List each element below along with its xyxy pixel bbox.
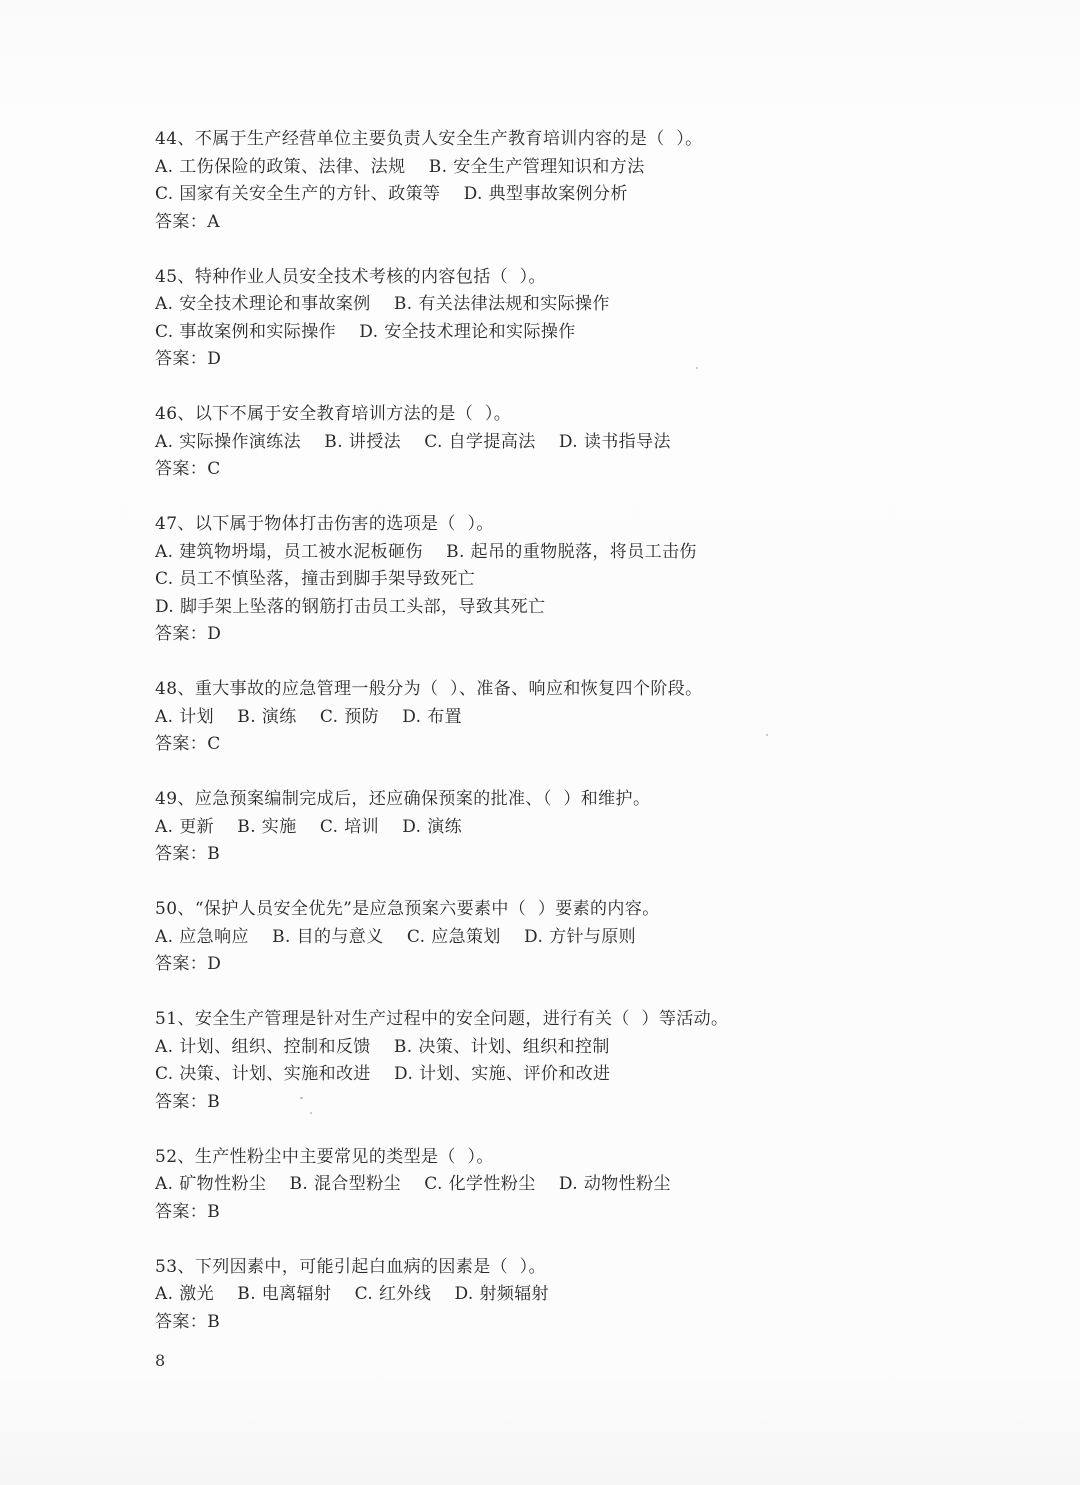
question-block [155, 401, 855, 511]
question-options: C. 国家有关安全生产的方针、政策等 D. 典型事故案例分析 [155, 184, 628, 204]
scan-speck [696, 367, 698, 369]
question-options: C. 决策、计划、实施和改进 D. 计划、实施、评价和改进 [155, 1064, 611, 1084]
question-stem: 52、生产性粉尘中主要常见的类型是（ ）。 [155, 1146, 494, 1167]
question-options: A. 实际操作演练法 B. 讲授法 C. 自学提高法 D. 读书指导法 [155, 431, 671, 452]
question-gap [155, 1226, 855, 1254]
question-answer: 答案：B [155, 1091, 221, 1112]
question-gap [155, 484, 855, 512]
question-answer: 答案：D [155, 624, 222, 644]
scan-speck [310, 1112, 312, 1114]
question-gap [155, 374, 855, 402]
question-options: D. 脚手架上坠落的钢筋打击员工头部，导致其死亡 [155, 596, 546, 617]
question-options: A. 矿物性粉尘 B. 混合型粉尘 C. 化学性粉尘 D. 动物性粉尘 [155, 1174, 671, 1194]
question-stem: 45、特种作业人员安全技术考核的内容包括（ ）。 [155, 266, 546, 287]
question-block [155, 896, 855, 1006]
question-answer: 答案：C [155, 459, 221, 479]
question-answer: 答案：B [155, 1311, 221, 1332]
question-stem: 46、以下不属于安全教育培训方法的是（ ）。 [155, 404, 512, 424]
question-answer: 答案：B [155, 1201, 221, 1222]
question-stem: 51、安全生产管理是针对生产过程中的安全问题，进行有关（ ）等活动。 [155, 1009, 729, 1029]
question-answer: 答案：B [155, 844, 221, 864]
question-stem: 49、应急预案编制完成后，还应确保预案的批准、（ ）和维护。 [155, 789, 651, 809]
question-gap [155, 979, 855, 1007]
question-options: A. 安全技术理论和事故案例 B. 有关法律法规和实际操作 [155, 294, 610, 314]
question-gap [155, 1116, 855, 1144]
question-options: C. 事故案例和实际操作 D. 安全技术理论和实际操作 [155, 321, 576, 342]
question-answer: 答案：C [155, 734, 221, 754]
question-options: A. 计划 B. 演练 C. 预防 D. 布置 [155, 706, 463, 727]
question-options: A. 应急响应 B. 目的与意义 C. 应急策划 D. 方针与原则 [155, 926, 637, 947]
question-answer: 答案：A [155, 211, 220, 232]
question-stem: 48、重大事故的应急管理一般分为（ ）、准备、响应和恢复四个阶段。 [155, 679, 703, 699]
question-gap [155, 759, 855, 787]
scan-speck [766, 734, 768, 736]
question-stem: 44、不属于生产经营单位主要负责人安全生产教育培训内容的是（ ）。 [155, 129, 703, 149]
question-gap [155, 869, 855, 897]
question-block [155, 511, 855, 676]
question-gap [155, 649, 855, 677]
question-options: A. 计划、组织、控制和反馈 B. 决策、计划、组织和控制 [155, 1036, 610, 1057]
question-options: A. 更新 B. 实施 C. 培训 D. 演练 [155, 816, 463, 837]
question-answer: 答案：D [155, 349, 222, 369]
question-gap [155, 236, 855, 264]
question-block [155, 1254, 855, 1337]
question-options: A. 工伤保险的政策、法律、法规 B. 安全生产管理知识和方法 [155, 156, 645, 177]
question-block [155, 1006, 855, 1144]
question-options: A. 建筑物坍塌，员工被水泥板砸伤 B. 起吊的重物脱落，将员工击伤 [155, 541, 697, 562]
question-list [155, 126, 855, 1336]
question-stem: 50、“保护人员安全优先”是应急预案六要素中（ ）要素的内容。 [155, 899, 660, 919]
question-block [155, 126, 855, 264]
question-block [155, 676, 855, 786]
question-stem: 53、下列因素中，可能引起白血病的因素是（ ）。 [155, 1256, 546, 1277]
page-number: 8 [155, 1351, 166, 1370]
question-stem: 47、以下属于物体打击伤害的选项是（ ）。 [155, 514, 494, 534]
scan-speck [300, 1097, 303, 1099]
question-block [155, 786, 855, 896]
question-block [155, 264, 855, 402]
question-options: C. 员工不慎坠落，撞击到脚手架导致死亡 [155, 569, 476, 589]
question-block [155, 1144, 855, 1254]
question-options: A. 激光 B. 电离辐射 C. 红外线 D. 射频辐射 [155, 1284, 550, 1304]
question-answer: 答案：D [155, 954, 222, 974]
